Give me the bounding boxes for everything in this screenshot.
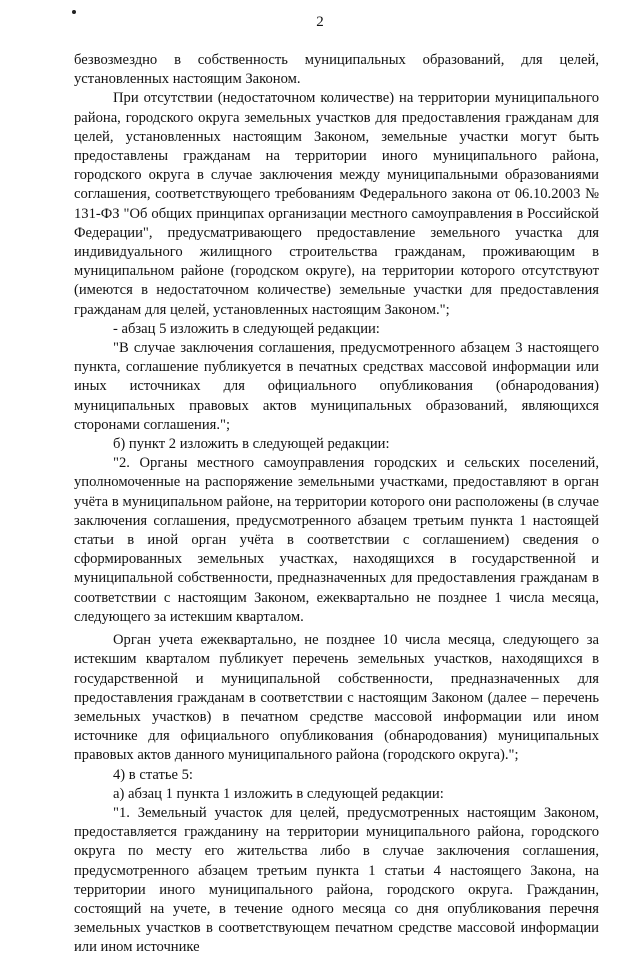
paragraph-instruction-punkt-2: б) пункт 2 изложить в следующей редакции: bbox=[113, 436, 390, 453]
paragraph-absence-of-land: При отсутствии (недостаточном количестве) на территории муниципального района, городского округа земельных участков для предоставления гражданам для целей, установленных настоящим Законом, земельные участки могут быть предоставлены гражданам на территории иного муниципального района, городского округа в случае заключения между муниципальными образованиями соглашения, соответствующего требованиям Федерального закона от 06.10.2003 № 131-ФЗ "Об общих принципах организации местного самоуправления в Российской Федерации", предусматривающего предоставление земельного участка для индивидуального жилищного строительства гражданам, проживающим в муниципальном районе (городском округе), на территории которого отсутствуют (имеются в недостаточном количестве) земельные участки для предоставления гражданам для целей, установленных настоящим Законом."; bbox=[74, 90, 599, 318]
paragraph-agreement-publication: "В случае заключения соглашения, предусмотренного абзацем 3 настоящего пункта, соглашение публикуется в печатных средствах массовой информации или иных источниках для официального опубликования (обнародования) муниципальных правовых актов муниципальных образований, являющихся сторонами соглашения."; bbox=[74, 340, 599, 433]
paragraph-local-authorities: "2. Органы местного самоуправления городских и сельских поселений, уполномоченные на распоряжение земельными участками, предоставляют в орган учёта в муниципальном районе, на территории которого они расположены (в случае заключения соглашения, предусмотренного абзацем третьим пункта 1 настоящей статьи в иной орган учёта в соответствии с соглашением) сведения о сформированных земельных участках, находящихся в государственной и муниципальной собственности, предназначенных для предоставления гражданам в соответствии с настоящим Законом, ежеквартально не позднее 1 числа месяца, следующего за истекшим кварталом. bbox=[74, 455, 599, 625]
paragraph-instruction-abzac-1: а) абзац 1 пункта 1 изложить в следующей редакции: bbox=[113, 785, 444, 802]
paragraph-continuation: безвозмездно в собственность муниципальных образований, для целей, установленных настоящим Законом. bbox=[74, 52, 599, 88]
paragraph-land-plot-provision: "1. Земельный участок для целей, предусмотренных настоящим Законом, предоставляется гражданину на территории муниципального района, городского округа по месту его жительства либо в случае заключения соглашения, предусмотренного абзацем третьим пункта 1 статьи 4 настоящего Закона, на территории иного муниципального района, городского округа. Гражданин, состоящий на учете, в течение одного месяца со дня опубликования перечня земельных участков в соответствующем печатном средстве массовой информации или ином источнике bbox=[74, 804, 599, 956]
paragraph-registry-publishes: Орган учета ежеквартально, не позднее 10 числа месяца, следующего за истекшим кварталом публикует перечень земельных участков, находящихся в государственной и муниципальной собственности, предназначенных для предоставления гражданам в соответствии с настоящим Законом (далее – перечень земельных участков) в печатном средстве массовой информации или ином источнике для официального опубликования (обнародования) муниципальных правовых актов данного муниципального района (городского округа)."; bbox=[74, 632, 599, 764]
paragraph-article-5: 4) в статье 5: bbox=[113, 766, 193, 783]
paragraph-instruction-abzac-5: - абзац 5 изложить в следующей редакции: bbox=[113, 320, 380, 337]
document-body bbox=[74, 51, 599, 958]
page-number: 2 bbox=[316, 14, 324, 30]
